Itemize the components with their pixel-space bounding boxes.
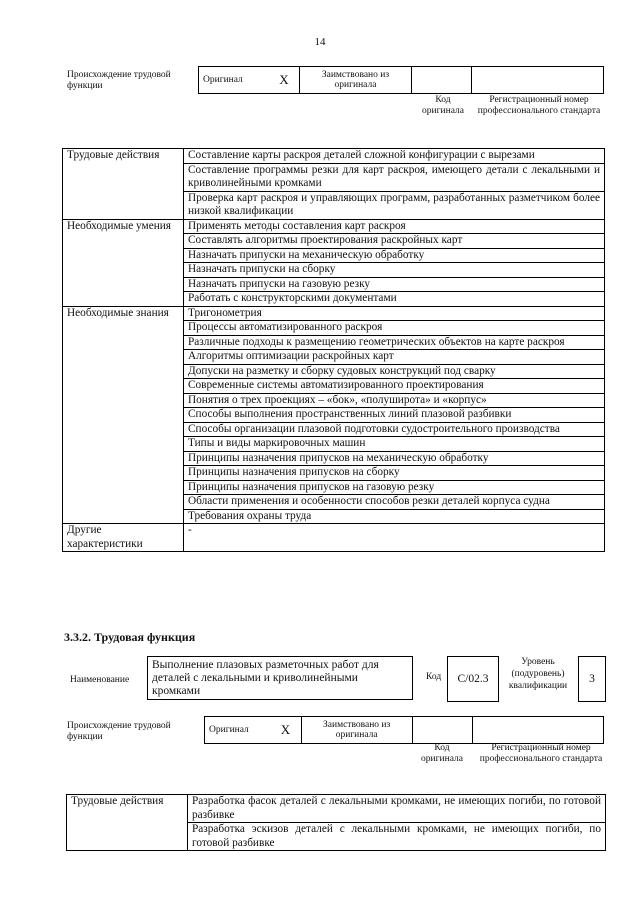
table-row: Способы выполнения пространственных линий плазовой разбивки (184, 408, 605, 423)
table-row: Назначать припуски на сборку (184, 263, 605, 278)
category-cell: Другие характеристики (63, 524, 184, 552)
reg-caption: Регистрационный номер профессионального стандарта (479, 743, 603, 764)
table-row: Работать с конструкторскими документами (184, 292, 605, 307)
level-label: Уровень (подуровень) квалификации (508, 657, 568, 691)
table-row: Назначать припуски на механическую обработку (184, 248, 605, 263)
table-row: Способы организации плазовой подготовки судостроительного производства (184, 422, 605, 437)
table-row: Понятия о трех проекциях – «бок», «полуширота» и «корпус» (184, 393, 605, 408)
code-cell (411, 67, 471, 94)
table-row: Тригонометрия (184, 306, 605, 321)
table-row: Принципы назначения припусков на сборку (184, 466, 605, 481)
table-row: Разработка фасок деталей с лекальными кромками, не имеющих погиби, по готовой разбивке (188, 795, 606, 823)
table-row: Области применения и особенности способов резки деталей корпуса судна (184, 495, 605, 510)
code-cell (412, 717, 472, 744)
table-row: Принципы назначения припусков на механическую обработку (184, 451, 605, 466)
table-row: - (184, 524, 605, 552)
code-label: Код (426, 672, 442, 682)
origin-label: Происхождение трудовой функции (67, 721, 171, 742)
table-row: Допуски на разметку и сборку судовых конструкций под сварку (184, 364, 605, 379)
table-row: Различные подходы к размещению геометрических объектов на карте раскроя (184, 335, 605, 350)
reg-cell (472, 67, 604, 94)
borrowed-cell: Заимствовано из оригинала (300, 67, 411, 94)
actions-table (66, 794, 606, 851)
category-cell: Необходимые знания (63, 306, 184, 524)
code-caption: Код оригинала (422, 95, 464, 116)
section-title: 3.3.2. Трудовая функция (64, 630, 196, 644)
functions-table (62, 148, 605, 552)
reg-caption: Регистрационный номер профессионального стандарта (477, 95, 601, 116)
category-cell: Трудовые действия (67, 795, 188, 851)
origin-table (204, 716, 604, 744)
table-row: Принципы назначения припусков на газовую резку (184, 480, 605, 495)
table-row: Составлять алгоритмы проектирования раскройных карт (184, 234, 605, 249)
name-label: Наименование (70, 675, 130, 685)
page-number: 14 (314, 36, 326, 48)
reg-cell (472, 717, 603, 744)
original-cell: Оригинал (205, 717, 271, 744)
origin-label: Происхождение трудовой функции (67, 70, 171, 91)
category-cell: Трудовые действия (63, 149, 184, 220)
table-row: Современные системы автоматизированного проектирования (184, 379, 605, 394)
code-caption: Код оригинала (421, 743, 463, 764)
table-row: Требования охраны труда (184, 509, 605, 524)
table-row: Составление программы резки для карт раскроя, имеющего детали с лекальными и криволинейными кромками (184, 163, 605, 191)
original-mark: X (269, 67, 300, 94)
origin-table (198, 66, 604, 94)
category-cell: Необходимые умения (63, 219, 184, 306)
original-cell: Оригинал (199, 67, 269, 94)
table-row: Применять методы составления карт раскроя (184, 219, 605, 234)
table-row: Составление карты раскроя деталей сложной конфигурации с вырезами (184, 149, 605, 164)
function-code: C/02.3 (447, 656, 499, 702)
table-row: Разработка эскизов деталей с лекальными кромками, не имеющих погиби, по готовой разбивке (188, 823, 606, 851)
table-row: Назначать припуски на газовую резку (184, 277, 605, 292)
table-row: Процессы автоматизированного раскроя (184, 321, 605, 336)
original-mark: X (270, 717, 301, 744)
table-row: Проверка карт раскроя и управляющих программ, разработанных разметчиком более низкой квалификации (184, 191, 605, 219)
table-row: Типы и виды маркировочных машин (184, 437, 605, 452)
borrowed-cell: Заимствовано из оригинала (301, 717, 412, 744)
table-row: Алгоритмы оптимизации раскройных карт (184, 350, 605, 365)
function-name: Выполнение плазовых разметочных работ для деталей с лекальными и криволинейными кромками (147, 656, 413, 700)
level-value: 3 (578, 656, 606, 702)
